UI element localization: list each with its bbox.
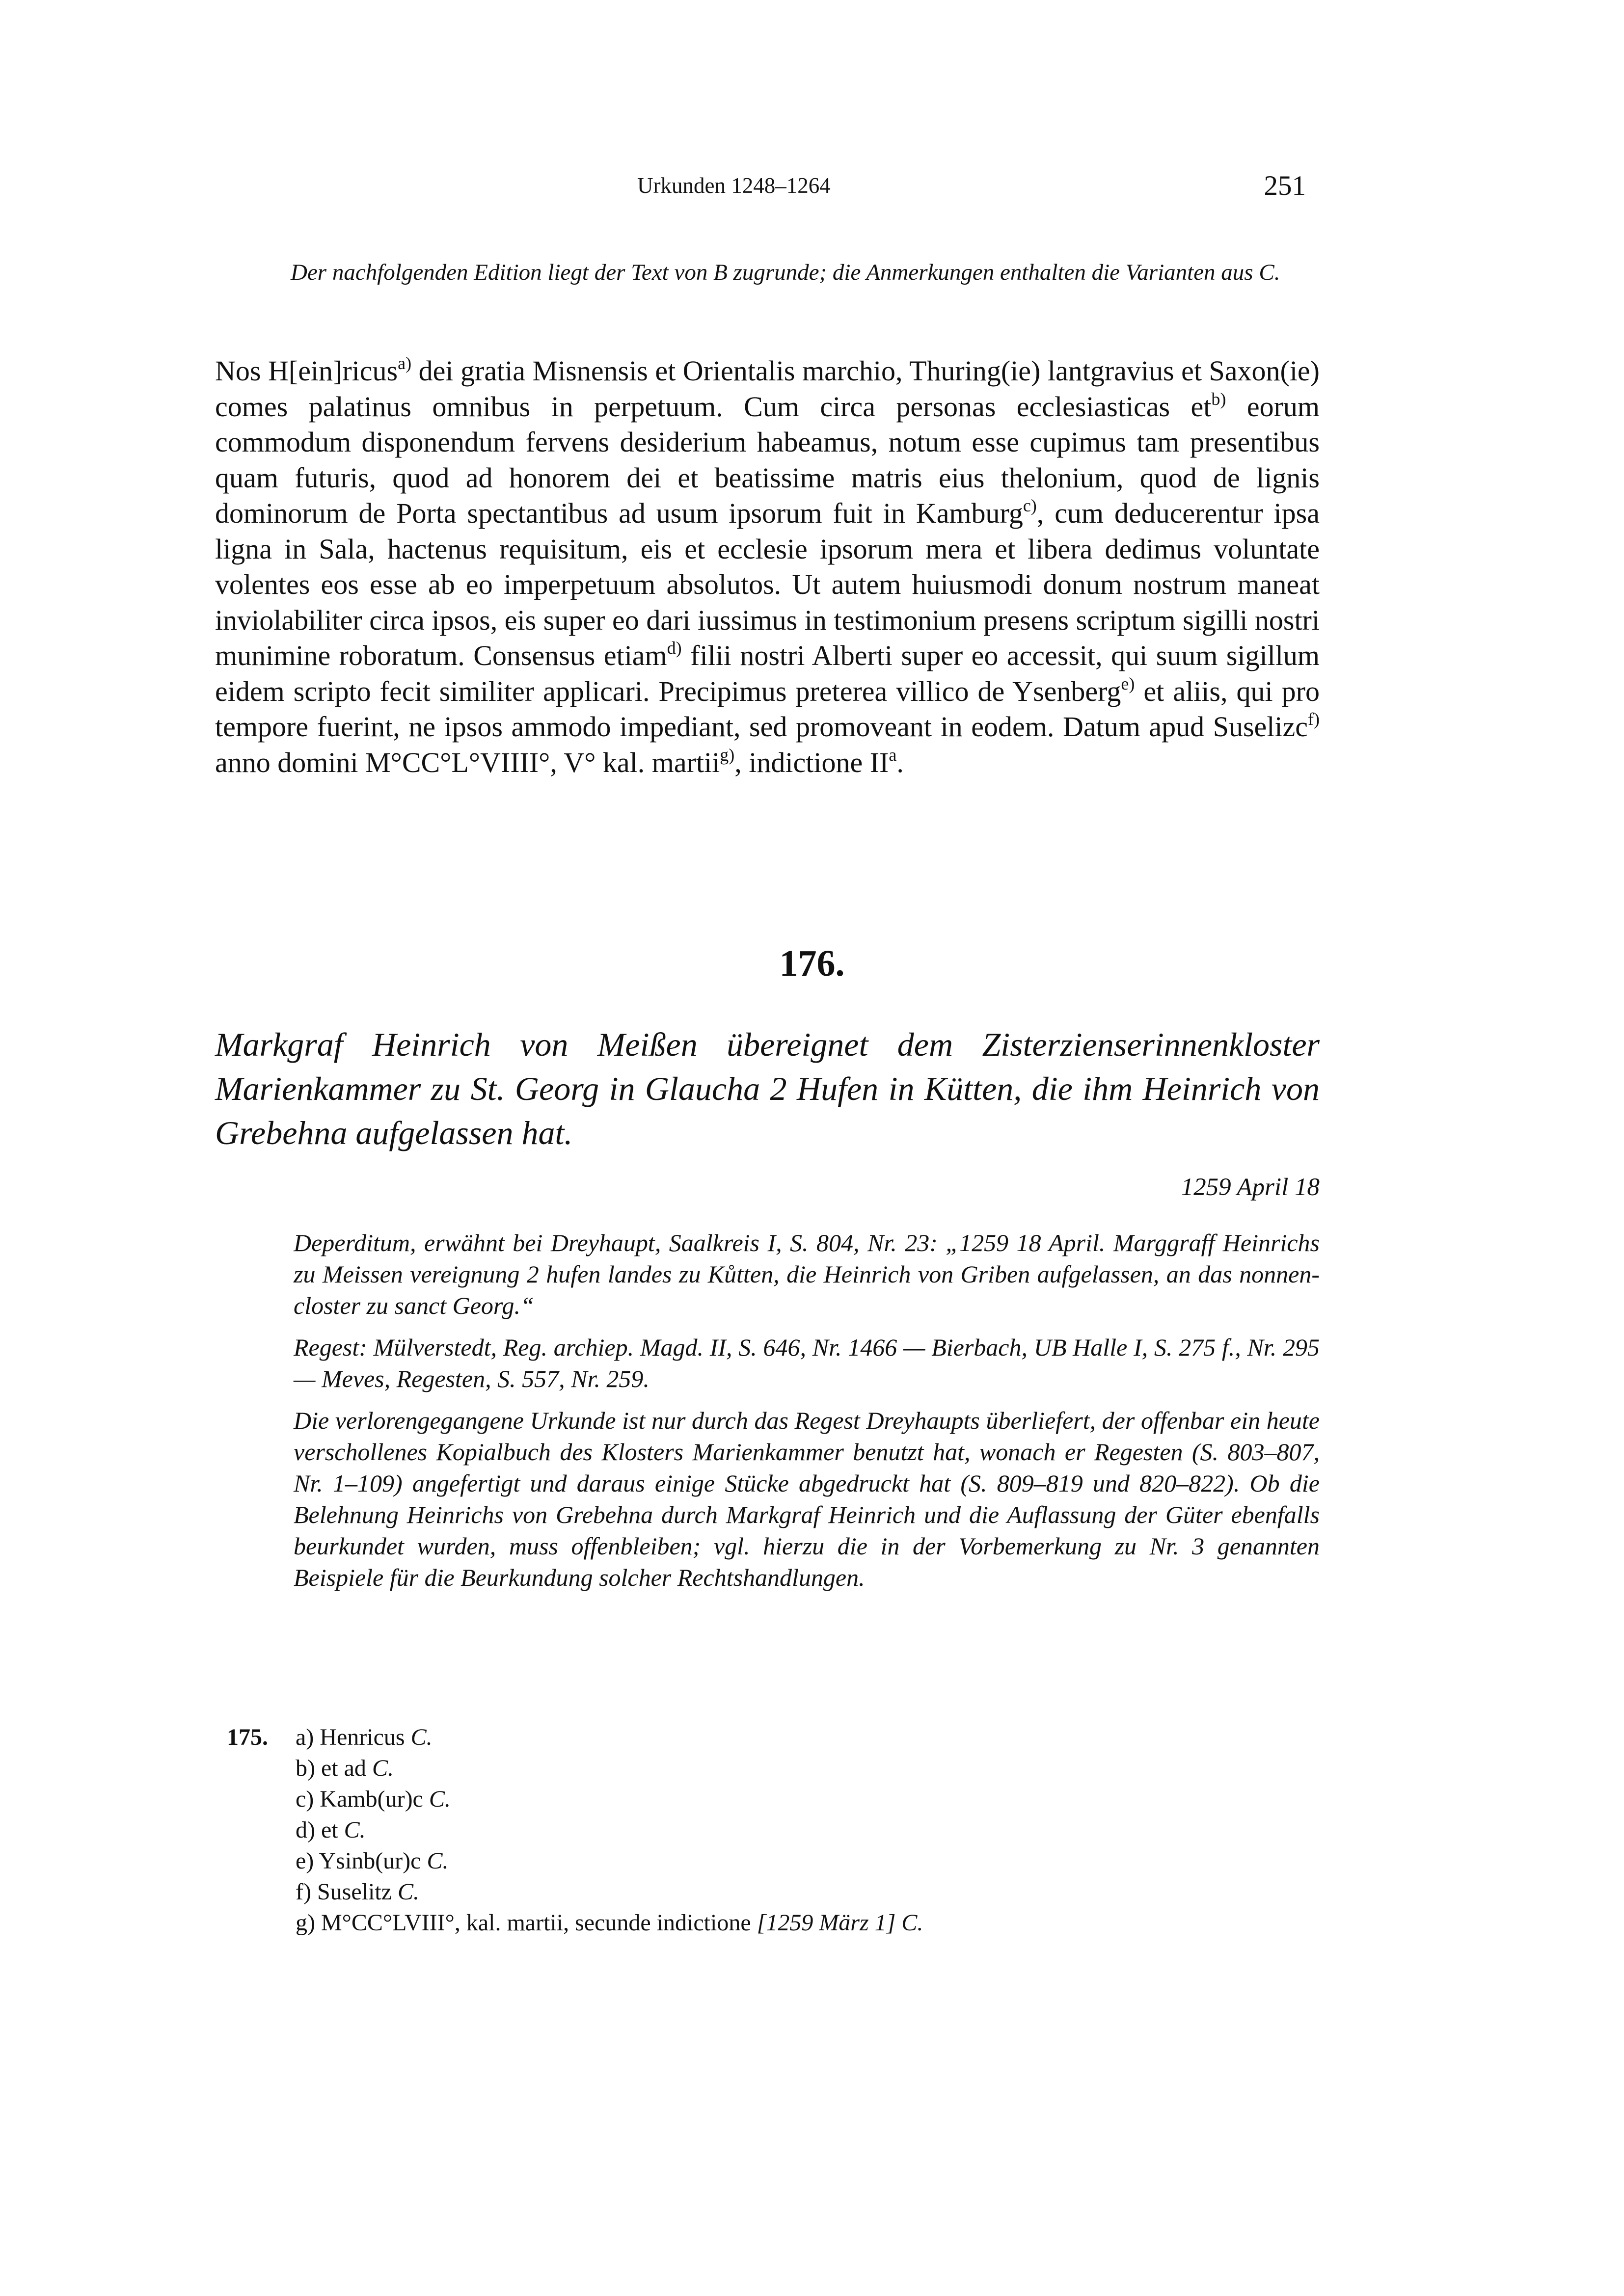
- text-segment: , cum deducerentur ipsa ligna in Sala, hactenus requisitum, eis et ecclesie ipsorum mera et libera dedimus voluntate volentes eos esse ab eo imperpetuum absolutos. Ut autem huiusmodi donum nostrum maneat inviolabiliter circa ipsos, eis super eo dari iussimus in testimonium presens scriptum sigilli nostri munimine roboratum. Consensus etiam: [215, 497, 1320, 671]
- footnote-item: [296, 1876, 1317, 1907]
- footnote-witness: C.: [344, 1817, 366, 1843]
- text-segment: .: [896, 746, 904, 778]
- footnote-marker-b: b): [1211, 389, 1226, 409]
- text-segment: anno domini M°CC°L°VIIII°, V° kal. martii: [215, 746, 720, 778]
- text-segment: et aliis, qui pro tempore fuerint, ne ipsos ammodo impediant, sed promoveant in eodem. Datum apud Suselizc: [215, 675, 1320, 743]
- footnote-text: a) Henricus: [296, 1724, 411, 1750]
- footnote-witness: C.: [429, 1786, 451, 1812]
- footnote-marker-a: a): [398, 353, 412, 373]
- text-segment: filii nostri Alberti super eo accessit, qui suum sigillum eidem scripto fecit similiter applicari. Precipimus preterea villico de Ysenberg: [215, 640, 1320, 707]
- footnote-witness: C.: [410, 1724, 433, 1750]
- footnote-marker-c: c): [1023, 496, 1037, 515]
- footnote-text: g) M°CC°LVIII°, kal. martii, secunde indictione: [296, 1910, 757, 1936]
- page-header: [637, 170, 1306, 207]
- footnote-text: d) et: [296, 1817, 344, 1843]
- commentary: [294, 1227, 1320, 1603]
- footnote-marker-f: f): [1308, 709, 1320, 729]
- footnote-text: c) Kamb(ur)c: [296, 1786, 429, 1812]
- footnote-text: f) Suselitz: [296, 1879, 398, 1905]
- deperditum-note: Deperditum, erwähnt bei Dreyhaupt, Saalkreis I, S. 804, Nr. 23: „1259 18 April. Marggraff Heinrichs zu Meissen vereignung 2 hufen landes zu Kůtten, die Heinrich von Griben aufgelassen, an das nonnen-closter zu sanct Georg.“: [294, 1229, 1320, 1319]
- discussion-note: Die verlorengegangene Urkunde ist nur durch das Regest Dreyhaupts überliefert, der offenbar ein heute verschollenes Kopialbuch des Klosters Marienkammer benutzt hat, wonach er Regesten (S. 803–807, Nr. 1–109) angefertigt und daraus einige Stücke abgedruckt hat (S. 809–819 und 820–822). Ob die Belehnung Heinrichs von Grebehna durch Markgraf Heinrich und die Auflassung der Güter ebenfalls beurkundet wurden, muss offenbleiben; vgl. hierzu die in der Vorbemerkung zu Nr. 3 genannten Beispiele für die Beurkundung solcher Rechtshandlungen.: [294, 1407, 1320, 1591]
- footnote-item: [296, 1845, 1317, 1876]
- document-number: 176.: [779, 943, 845, 984]
- edition-note: Der nachfolgenden Edition liegt der Text von B zugrunde; die Anmerkungen enthalten die Varianten aus C.: [291, 260, 1280, 285]
- document-175-text: [215, 353, 1320, 780]
- page-number: 251: [1264, 170, 1306, 201]
- text-segment: eorum commodum disponendum fervens desiderium habeamus, notum esse cupimus tam presentibus quam futuris, quod ad honorem dei et beatissime matris eius thelonium, quod de lignis dominorum de Porta spectantibus ad usum ipsorum fuit in Kamburg: [215, 390, 1320, 529]
- footnote-item: [296, 1907, 1317, 1938]
- footnote-item: [296, 1784, 1317, 1815]
- document-date: 1259 April 18: [1181, 1174, 1320, 1201]
- footnote-witness: C.: [427, 1848, 449, 1874]
- text-segment: Nos H[ein]ricus: [215, 355, 398, 387]
- footnote-text: b) et ad: [296, 1755, 372, 1781]
- footnote-list: [296, 1722, 1317, 1938]
- footnote-item: [296, 1722, 1317, 1753]
- footnote-marker-e: e): [1121, 673, 1135, 694]
- footnote-marker-d: d): [667, 638, 682, 658]
- document-title: Markgraf Heinrich von Meißen übereignet dem Zisterzienserinnenkloster Marienkammer zu St. Georg in Glaucha 2 Hufen in Kütten, die ihm Heinrich von Grebehna aufgelassen hat.: [215, 1026, 1320, 1151]
- footnote-text: e) Ysinb(ur)c: [296, 1848, 427, 1874]
- regest-note: Regest: Mülverstedt, Reg. archiep. Magd. II, S. 646, Nr. 1466 — Bierbach, UB Halle I, S. 275 f., Nr. 295 — Meves, Regesten, S. 557, Nr. 259.: [294, 1334, 1320, 1392]
- footnote-item: [296, 1753, 1317, 1784]
- footnote-witness: [1259 März 1] C.: [757, 1910, 923, 1936]
- footnote-witness: C.: [397, 1879, 419, 1905]
- footnote-witness: C.: [372, 1755, 394, 1781]
- footnote-marker-g: g): [720, 745, 735, 765]
- text-segment: , indictione II: [734, 746, 889, 778]
- running-title: Urkunden 1248–1264: [637, 173, 831, 198]
- superscript-a: a: [889, 745, 897, 765]
- footnote-item: [296, 1815, 1317, 1845]
- footnote-document-ref: 175.: [227, 1724, 268, 1750]
- text-segment: dei gratia Misnensis et Orientalis marchio, Thuring(ie) lantgravius et Saxon(ie) comes palatinus omnibus in perpetuum. Cum circa personas ecclesiasticas et: [215, 355, 1320, 423]
